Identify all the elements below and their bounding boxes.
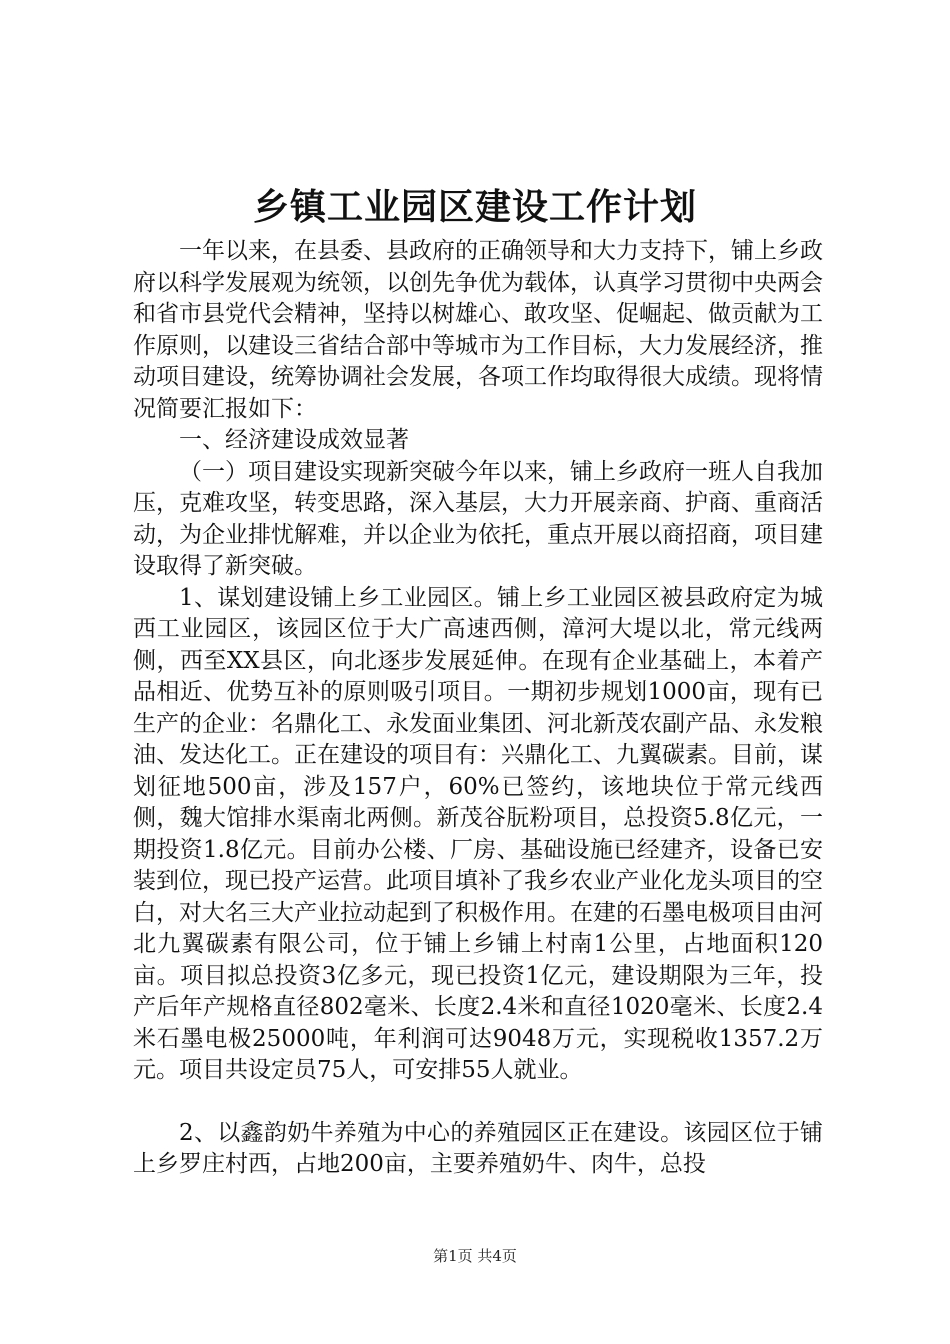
item-2-paragraph: 2、以鑫韵奶牛养殖为中心的养殖园区正在建设。该园区位于铺上乡罗庄村西，占地200亩，主要养殖奶牛、肉牛，总投 [133,1119,823,1177]
item-1-paragraph: 1、谋划建设铺上乡工业园区。铺上乡工业园区被县政府定为城西工业园区，该园区位于大广高速西侧，漳河大堤以北，常元线两侧，西至XX县区，向北逐步发展延伸。在现有企业基础上，本着产品相近、优势互补的原则吸引项目。一期初步规划1000亩，现有已生产的企业：名鼎化工、永发面业集团、河北新茂农副产品、永发粮油、发达化工。正在建设的项目有：兴鼎化工、九翼碳素。目前，谋划征地500亩，涉及157户，60%已签约，该地块位于常元线西侧，魏大馆排水渠南北两侧。新茂谷朊粉项目，总投资5.8亿元，一期投资1.8亿元。目前办公楼、厂房、基础设施已经建齐，设备已安装到位，现已投产运营。此项目填补了我乡农业产业化龙头项目的空白，对大名三大产业拉动起到了积极作用。在建的石墨电极项目由河北九翼碳素有限公司，位于铺上乡铺上村南1公里，占地面积120亩。项目拟总投资3亿多元，现已投资1亿元，建设期限为三年，投产后年产规格直径802毫米、长度2.4米和直径1020毫米、长度2.4米石墨电极25000吨，年利润可达9048万元，实现税收1357.2万元。项目共设定员75人，可安排55人就业。 [133,584,823,1083]
subsection-paragraph: （一）项目建设实现新突破今年以来，铺上乡政府一班人自我加压，克难攻坚，转变思路，深入基层，大力开展亲商、护商、重商活动，为企业排忧解难，并以企业为依托，重点开展以商招商，项目建设取得了新突破。 [133,458,823,579]
document-body [133,236,823,1181]
section-heading: 一、经济建设成效显著 [179,427,409,453]
document-title: 乡镇工业园区建设工作计划 [252,186,697,228]
page-footer: 第1页 共4页 [433,1247,517,1265]
intro-paragraph: 一年以来，在县委、县政府的正确领导和大力支持下，铺上乡政府以科学发展观为统领，以创先争优为载体，认真学习贯彻中央两会和省市县党代会精神，坚持以树雄心、敢攻坚、促崛起、做贡献为工作原则，以建设三省结合部中等城市为工作目标，大力发展经济，推动项目建设，统筹协调社会发展，各项工作均取得很大成绩。现将情况简要汇报如下： [133,238,823,422]
